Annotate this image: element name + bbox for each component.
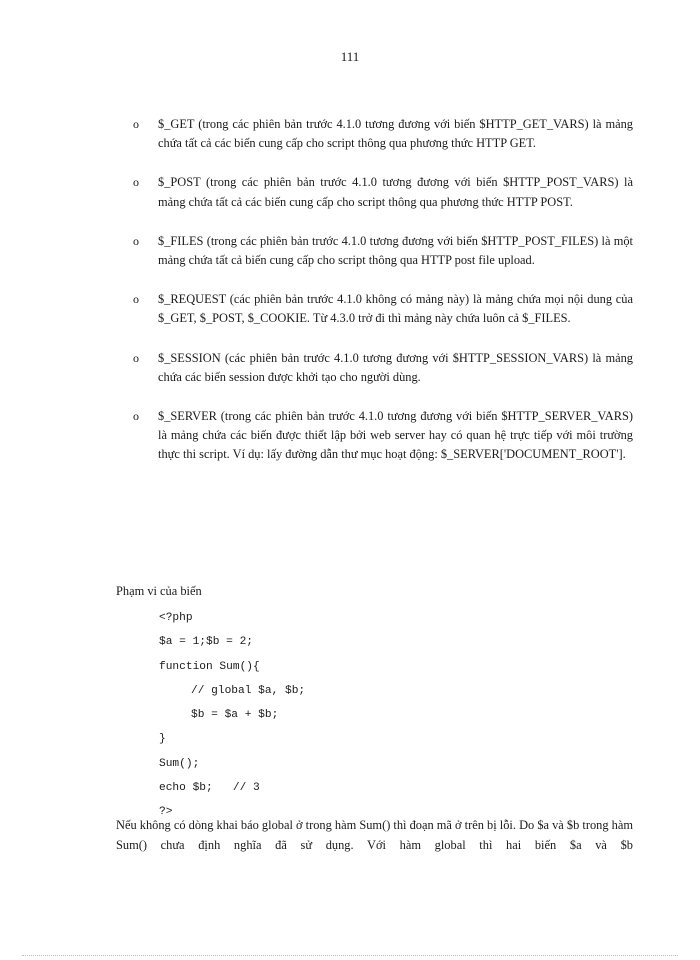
page-bottom-divider	[22, 955, 678, 956]
code-line: }	[159, 733, 166, 746]
code-block	[159, 606, 305, 825]
bullet-marker-icon: o	[133, 292, 139, 307]
bullet-marker-icon: o	[133, 409, 139, 424]
list-item-text: $_FILES (trong các phiên bản trước 4.1.0 tương đương với biến $HTTP_POST_FILES) là một mảng chứa tất cả biến cung cấp cho script thông qua HTTP post file upload.	[158, 233, 633, 268]
list-item	[133, 407, 633, 465]
list-item-text: $_GET (trong các phiên bản trước 4.1.0 tương đương với biến $HTTP_GET_VARS) là mảng chứa tất cả các biến cung cấp cho script thông qua phương thức HTTP GET.	[158, 117, 633, 151]
closing-paragraph: Nếu không có dòng khai báo global ở trong hàm Sum() thì đoạn mã ở trên bị lỗi. Do $a và $b trong hàm Sum() chưa định nghĩa đã sử dụng. Với hàm global thì hai biến $a và $b	[116, 818, 633, 852]
list-item	[133, 173, 633, 211]
list-item	[133, 290, 633, 328]
superglobals-list	[133, 115, 633, 485]
list-item	[133, 232, 633, 270]
code-line: $b = $a + $b;	[191, 709, 279, 722]
list-item-text: $_REQUEST (các phiên bản trước 4.1.0 không có mảng này) là mảng chứa mọi nội dung của $_GET, $_POST, $_COOKIE. Từ 4.3.0 trở đi thì mảng này chứa luôn cả $_FILES.	[158, 292, 633, 326]
code-line: $a = 1;$b = 2;	[159, 636, 253, 649]
bullet-marker-icon: o	[133, 175, 139, 190]
bullet-marker-icon: o	[133, 117, 139, 131]
list-item	[133, 349, 633, 387]
code-line: Sum();	[159, 757, 200, 770]
code-line: // global $a, $b;	[191, 684, 306, 697]
list-item-text: $_SERVER (trong các phiên bản trước 4.1.0 tương đương với biến $HTTP_SERVER_VARS) là mảng chứa các biến được thiết lập bởi web server hay có quan hệ trực tiếp với môi trường thực thi script. Ví dụ: lấy đường dẫn thư mục hoạt động: $_SERVER['DOCUMENT_ROOT'].	[158, 409, 633, 462]
list-item-text: $_SESSION (các phiên bản trước 4.1.0 tương đương với $HTTP_SESSION_VARS) là mảng chứa các biến session được khởi tạo cho người dùng.	[158, 350, 633, 384]
page-number: 111	[340, 49, 360, 64]
section-heading: Phạm vi của biến	[116, 584, 202, 598]
list-item-text: $_POST (trong các phiên bản trước 4.1.0 tương đương với biến $HTTP_POST_VARS) là mảng chứa tất cả các biến cung cấp cho script thông qua phương thức HTTP POST.	[158, 175, 633, 209]
code-line: function Sum(){	[159, 660, 260, 673]
bullet-marker-icon: o	[133, 233, 139, 248]
bullet-marker-icon: o	[133, 350, 139, 365]
list-item	[133, 115, 633, 153]
code-line: <?php	[159, 612, 193, 624]
code-line: echo $b; // 3	[159, 782, 260, 795]
code-line: ?>	[159, 806, 173, 819]
